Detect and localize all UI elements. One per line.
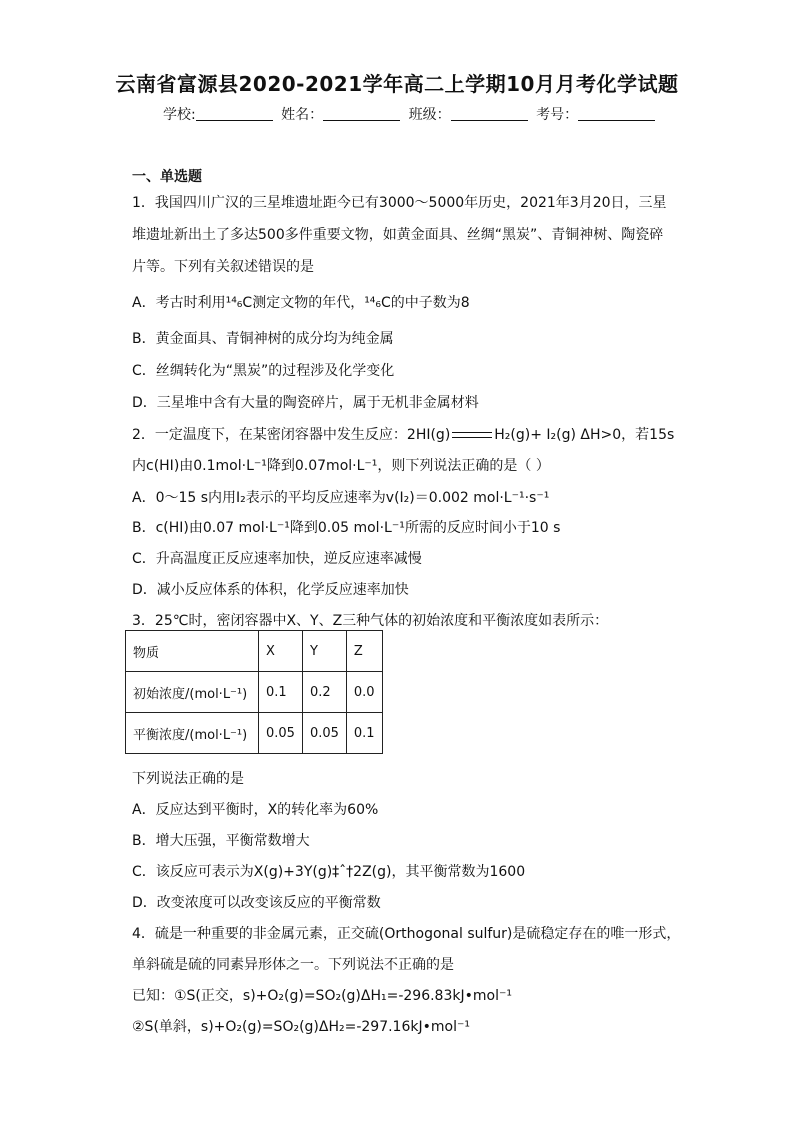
q1-option-d: D．三星堆中含有大量的陶瓷碎片，属于无机非金属材料 bbox=[132, 395, 479, 411]
student-info-line bbox=[163, 104, 659, 124]
q1-option-b: B．黄金面具、青铜神树的成分均为纯金属 bbox=[132, 331, 394, 347]
table-cell: 平衡浓度/(mol·L⁻¹) bbox=[126, 713, 259, 754]
q2-stem-part-1: 2．一定温度下，在某密闭容器中发生反应：2HI(g) bbox=[132, 427, 451, 443]
q3-option-c: C．该反应可表示为X(g)+3Y(g)‡ˆ†2Z(g)，其平衡常数为1600 bbox=[132, 864, 526, 880]
q4-stem-line-1: 4．硫是一种重要的非金属元素，正交硫(Orthogonal sulfur)是硫稳定存在的唯一形式， bbox=[132, 926, 681, 942]
q1-stem-line-3: 片等。下列有关叙述错误的是 bbox=[132, 259, 314, 275]
table-cell: 0.1 bbox=[346, 713, 382, 754]
q1-option-a: A．考古时利用¹⁴₆C测定文物的年代，¹⁴₆C的中子数为8 bbox=[132, 295, 470, 311]
exam-number-blank[interactable] bbox=[578, 106, 655, 121]
q1-stem-line-1: 1．我国四川广汉的三星堆遗址距今已有3000～5000年历史，2021年3月20日，三星 bbox=[132, 195, 667, 211]
table-cell: 0.05 bbox=[302, 713, 346, 754]
class-label: 班级： bbox=[408, 107, 451, 123]
section-heading: 一、单选题 bbox=[132, 169, 202, 185]
table-header-cell: 物质 bbox=[126, 631, 259, 672]
table-header-row bbox=[126, 631, 383, 672]
q4-stem-line-2: 单斜硫是硫的同素异形体之一。下列说法不正确的是 bbox=[132, 957, 454, 973]
class-blank[interactable] bbox=[451, 106, 528, 121]
school-blank[interactable] bbox=[196, 106, 273, 121]
exam-number-label: 考号： bbox=[536, 107, 579, 123]
q2-option-a: A．0～15 s内用I₂表示的平均反应速率为v(I₂)＝0.002 mol·L⁻¹·s⁻¹ bbox=[132, 490, 550, 506]
q2-option-c: C．升高温度正反应速率加快，逆反应速率减慢 bbox=[132, 551, 422, 567]
q2-stem-line-2: 内c(HI)由0.1mol·L⁻¹降到0.07mol·L⁻¹，则下列说法正确的是（ ） bbox=[132, 458, 550, 474]
q2-stem-line-1 bbox=[132, 424, 674, 444]
q4-known-line-2: ②S(单斜，s)+O₂(g)=SO₂(g)ΔH₂=-297.16kJ•mol⁻¹ bbox=[132, 1019, 470, 1035]
table-cell: 初始浓度/(mol·L⁻¹) bbox=[126, 672, 259, 713]
table-header-cell: Z bbox=[346, 631, 382, 672]
table-cell: 0.0 bbox=[346, 672, 382, 713]
table-cell: 0.1 bbox=[259, 672, 303, 713]
q3-stem-line-1: 3．25℃时，密闭容器中X、Y、Z三种气体的初始浓度和平衡浓度如表所示： bbox=[132, 613, 609, 629]
concentration-table bbox=[125, 630, 383, 754]
q2-option-d: D．减小反应体系的体积，化学反应速率加快 bbox=[132, 582, 409, 598]
school-label: 学校: bbox=[163, 107, 196, 123]
q2-stem-part-2: H₂(g)+ I₂(g) ΔH>0，若15s bbox=[494, 427, 675, 443]
q4-known-line-1: 已知：①S(正交，s)+O₂(g)=SO₂(g)ΔH₁=-296.83kJ•mol⁻¹ bbox=[132, 988, 512, 1004]
q1-option-c: C．丝绸转化为“黑炭”的过程涉及化学变化 bbox=[132, 363, 395, 379]
table-cell: 0.2 bbox=[302, 672, 346, 713]
q3-stem-line-2: 下列说法正确的是 bbox=[132, 771, 244, 787]
name-label: 姓名： bbox=[281, 107, 324, 123]
table-cell: 0.05 bbox=[259, 713, 303, 754]
equilibrium-arrow-icon bbox=[452, 430, 492, 440]
q3-option-b: B．增大压强，平衡常数增大 bbox=[132, 833, 310, 849]
table-row bbox=[126, 713, 383, 754]
q3-option-a: A．反应达到平衡时，X的转化率为60% bbox=[132, 802, 379, 818]
q3-option-d: D．改变浓度可以改变该反应的平衡常数 bbox=[132, 895, 381, 911]
table-header-cell: Y bbox=[302, 631, 346, 672]
q1-stem-line-2: 堆遗址新出土了多达500多件重要文物，如黄金面具、丝绸“黑炭”、青铜神树、陶瓷碎 bbox=[132, 227, 664, 243]
page-title: 云南省富源县2020-2021学年高二上学期10月月考化学试题 bbox=[115, 72, 679, 96]
table-row bbox=[126, 672, 383, 713]
q2-option-b: B．c(HI)由0.07 mol·L⁻¹降到0.05 mol·L⁻¹所需的反应时间小于10 s bbox=[132, 520, 561, 536]
table-header-cell: X bbox=[259, 631, 303, 672]
name-blank[interactable] bbox=[323, 106, 400, 121]
